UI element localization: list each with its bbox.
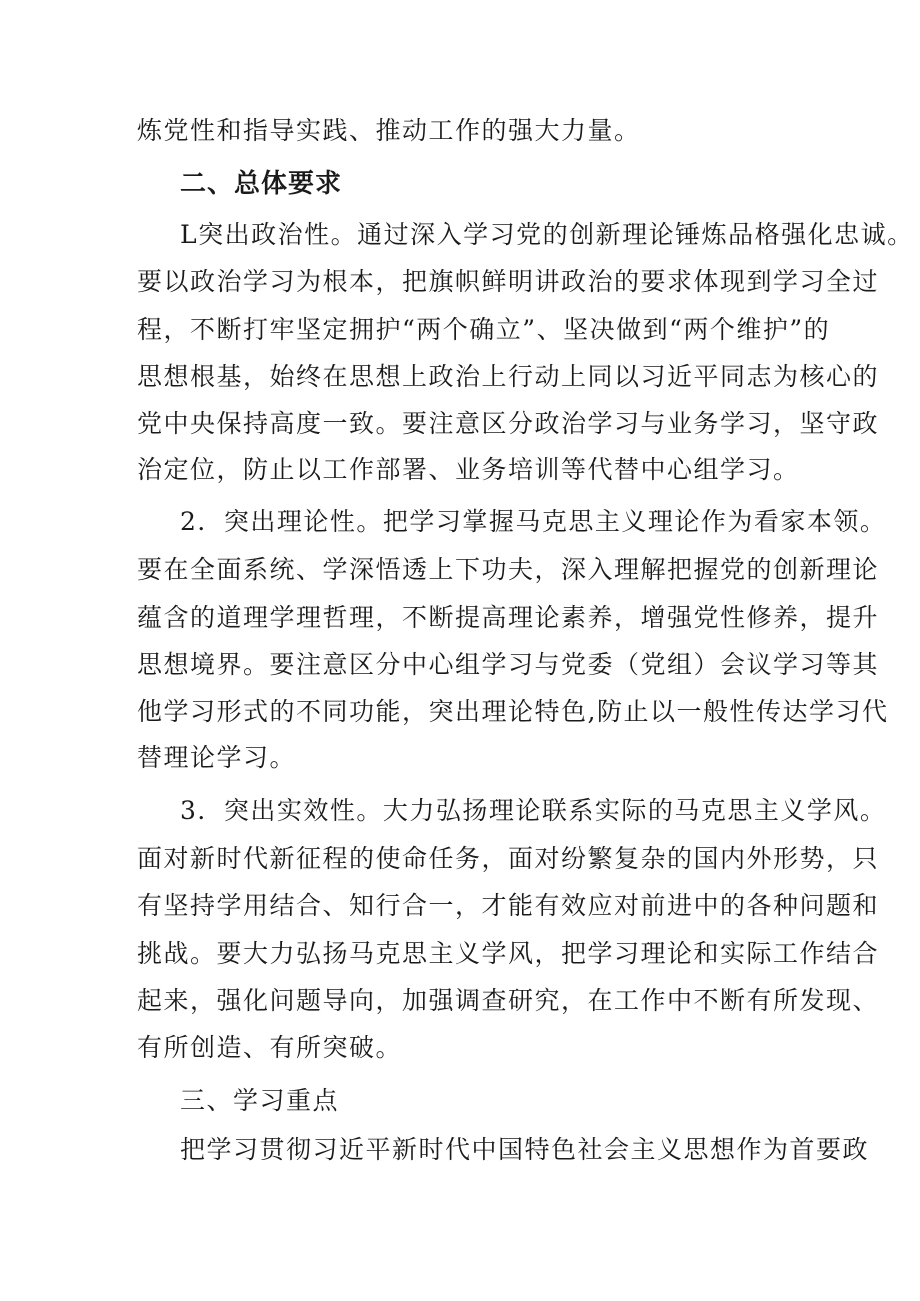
item-1-line-6: 治定位，防止以工作部署、业务培训等代替中心组学习。 [137,455,800,484]
item-2-line-2: 要在全面系统、学深悟透上下功夫，深入理解把握党的创新理论 [137,555,880,584]
study-focus-line-1: 把学习贯彻习近平新时代中国特色社会主义思想作为首要政 [180,1135,870,1164]
item-3-line-2: 面对新时代新征程的使命任务，面对纷繁复杂的国内外形势，只 [137,844,880,873]
item-1-line-4: 思想根基，始终在思想上政治上行动上同以习近平同志为核心的 [137,362,880,391]
item-1-line-5: 党中央保持高度一致。要注意区分政治学习与业务学习，坚守政 [137,409,880,438]
item-2-line-4: 思想境界。要注意区分中心组学习与党委（党组）会议学习等其 [137,650,880,679]
item-1-line-3: 程，不断打牢坚定拥护“两个确立”、坚决做到“两个维护”的 [137,315,831,344]
section-heading-study-focus: 三、学习重点 [180,1086,340,1115]
section-heading-general-requirements: 二、总体要求 [180,169,343,199]
paragraph-line-1: 炼党性和指导实践、推动工作的强大力量。 [137,116,641,145]
item-3-line-5: 起来，强化问题导向，加强调查研究，在工作中不断有所发现、 [137,986,880,1015]
item-2-line-6: 替理论学习。 [137,743,297,772]
item-3-line-1: 3．突出实效性。大力弘扬理论联系实际的马克思主义学风。 [180,796,887,825]
item-3-line-3: 有坚持学用结合、知行合一，才能有效应对前进中的各种问题和 [137,891,880,920]
item-3-line-6: 有所创造、有所突破。 [137,1033,403,1062]
item-2-line-5: 他学习形式的不同功能，突出理论特色,防止以一般性传达学习代 [137,697,889,726]
item-3-line-4: 挑战。要大力弘扬马克思主义学风，把学习理论和实际工作结合 [137,939,880,968]
item-2-line-3: 蕴含的道理学理哲理，不断提高理论素养，增强党性修养，提升 [137,603,880,632]
item-1-line-2: 要以政治学习为根本，把旗帜鲜明讲政治的要求体现到学习全过 [137,267,880,296]
item-1-line-1: L突出政治性。通过深入学习党的创新理论锤炼品格强化忠诚。 [180,220,914,249]
item-2-line-1: 2．突出理论性。把学习掌握马克思主义理论作为看家本领。 [180,507,887,536]
